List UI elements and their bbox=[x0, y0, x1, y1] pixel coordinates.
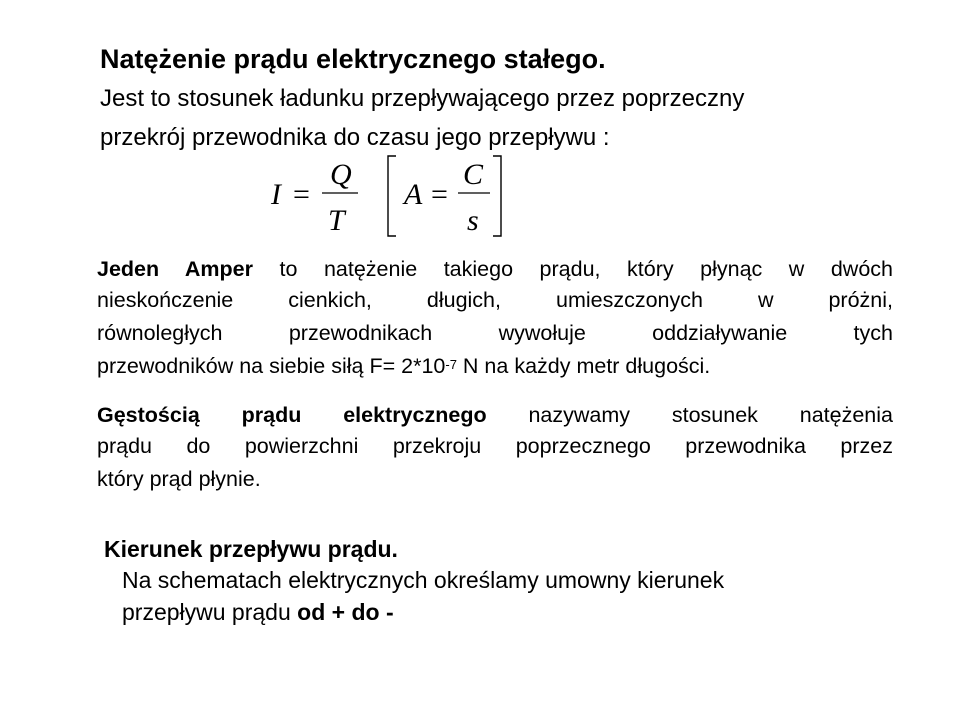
direction-line-2-start: przepływu prądu bbox=[122, 599, 298, 625]
definition-line-1: Jest to stosunek ładunku przepływającego przez poprzeczny bbox=[100, 85, 745, 112]
density-line-3: który prąd płynie. bbox=[97, 467, 261, 491]
definition-line-2: przekrój przewodnika do czasu jego przepływu : bbox=[100, 124, 610, 151]
amper-exponent: -7 bbox=[445, 357, 457, 372]
unit-bracket-right bbox=[493, 156, 501, 236]
direction-line-1: Na schematach elektrycznych określamy umowny kierunek bbox=[122, 567, 725, 593]
amper-term: Jeden Amper bbox=[97, 257, 253, 281]
unit-lhs: A bbox=[404, 178, 423, 211]
direction-line-2 bbox=[122, 599, 394, 626]
amper-line-4-end: N na każdy metr długości. bbox=[456, 354, 711, 378]
direction-line-2-bold: od + do - bbox=[297, 599, 394, 625]
unit-numerator: C bbox=[463, 158, 484, 191]
amper-line-3: równoległych przewodnikach wywołuje oddziaływanie tych bbox=[97, 321, 893, 345]
density-line-1 bbox=[97, 400, 893, 431]
density-line-1-rest: nazywamy stosunek natężenia bbox=[528, 403, 893, 427]
unit-denominator: s bbox=[467, 204, 479, 237]
amper-line-4-start: przewodników na siebie siłą F= 2*10 bbox=[97, 354, 446, 378]
formula-lhs: I bbox=[271, 178, 281, 211]
amper-line-1-rest: to natężenie takiego prądu, który płynąc w dwóch bbox=[279, 257, 893, 281]
amper-line-4 bbox=[97, 351, 893, 382]
unit-bracket-left bbox=[388, 156, 396, 236]
current-formula bbox=[255, 148, 535, 248]
density-line-2: prądu do powierzchni przekroju poprzecznego przewodnika przez bbox=[97, 434, 893, 458]
formula-equals: = bbox=[293, 178, 310, 211]
direction-title: Kierunek przepływu prądu. bbox=[104, 536, 398, 562]
slide-title: Natężenie prądu elektrycznego stałego. bbox=[100, 44, 606, 74]
unit-equals: = bbox=[431, 178, 448, 211]
density-term: Gęstością prądu elektrycznego bbox=[97, 403, 487, 427]
formula-numerator: Q bbox=[330, 158, 352, 191]
amper-line-1 bbox=[97, 254, 893, 285]
amper-line-2: nieskończenie cienkich, długich, umieszczonych w próżni, bbox=[97, 288, 893, 312]
formula-denominator: T bbox=[328, 204, 345, 237]
